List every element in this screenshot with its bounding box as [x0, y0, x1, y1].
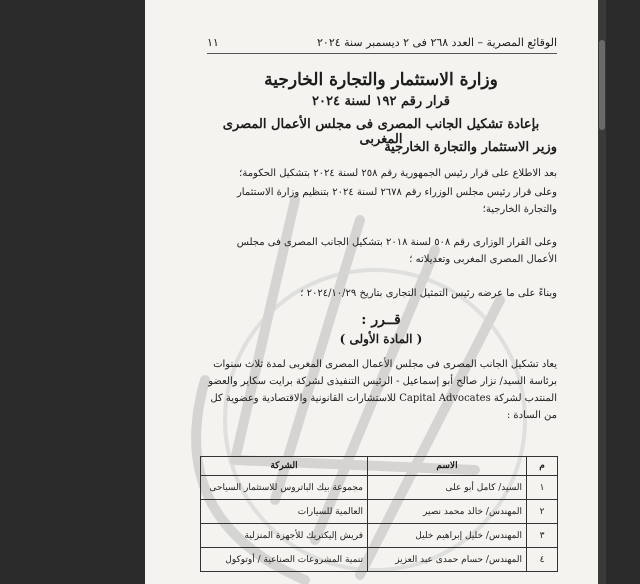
row-name: المهندس/ خالد محمد نصير — [368, 500, 527, 524]
row-index: ١ — [527, 476, 558, 500]
row-index: ٤ — [527, 548, 558, 572]
row-company: تنمية المشروعات الصناعية / أوتوكول — [201, 548, 368, 572]
row-index: ٣ — [527, 524, 558, 548]
header-name: الاسم — [368, 457, 527, 476]
members-table — [200, 456, 558, 572]
header-index: م — [527, 457, 558, 476]
row-name: المهندس/ خليل إبراهيم خليل — [368, 524, 527, 548]
viewer-background-right — [606, 0, 640, 584]
scrollbar-thumb[interactable] — [599, 40, 605, 130]
article-title: ( المادة الأولى ) — [339, 332, 423, 346]
row-index: ٢ — [527, 500, 558, 524]
decided-heading: قــرر : — [361, 312, 401, 328]
document-page — [145, 0, 606, 584]
row-company: العالمية للسيارات — [201, 500, 368, 524]
header-company: الشركة — [201, 457, 368, 476]
preamble-4: وبناءً على ما عرضه رئيس التمثيل التجارى بتاريخ ٢٠٢٤/١٠/٢٩ ؛ — [300, 288, 557, 299]
vertical-scrollbar[interactable] — [598, 0, 606, 584]
preamble-2: وعلى قرار رئيس مجلس الوزراء رقم ٢٦٧٨ لسنة ٢٠٢٤ بتنظيم وزارة الاستثمار والتجارة الخارجية؛ — [236, 187, 557, 215]
table-row — [201, 500, 558, 524]
decree-subject: بإعادة تشكيل الجانب المصرى فى مجلس الأعمال المصرى المغربى — [222, 117, 540, 147]
article-text: يعاد تشكيل الجانب المصرى فى مجلس الأعمال المصرى المغربى لمدة ثلاث سنوات برئاسة السيد/ نزار صالح أبو إسماعيل - الرئيس التنفيذى لشركة برايت سكاير والعضو المنتدب لشركة Capital Advocates للاستشارات القانونية والاقتصادية وعضوية كل من السادة : — [208, 359, 557, 421]
header-title: الوقائع المصرية – العدد ٢٦٨ فى ٢ ديسمبر سنة ٢٠٢٤ — [317, 36, 557, 49]
row-name: المهندس/ حسام حمدى عبد العزيز — [368, 548, 527, 572]
preamble-1: بعد الاطلاع على قرار رئيس الجمهورية رقم ٢٥٨ لسنة ٢٠٢٤ بتشكيل الحكومة؛ — [239, 168, 557, 179]
issuer-title: وزير الاستثمار والتجارة الخارجية — [384, 140, 557, 155]
row-company: مجموعة بيك الباتروس للاستثمار السياحى — [201, 476, 368, 500]
page-header — [207, 33, 557, 54]
table-row — [201, 548, 558, 572]
page-number: ١١ — [207, 36, 219, 49]
row-name: السيد/ كامل أبو على — [368, 476, 527, 500]
ministry-title: وزارة الاستثمار والتجارة الخارجية — [264, 70, 498, 90]
row-company: فريش إليكتريك للأجهزة المنزلية — [201, 524, 368, 548]
table-row — [201, 476, 558, 500]
viewer-background-left — [0, 0, 145, 584]
table-header-row — [201, 457, 558, 476]
table-row — [201, 524, 558, 548]
preamble-3: وعلى القرار الوزارى رقم ٥٠٨ لسنة ٢٠١٨ بتشكيل الجانب المصرى فى مجلس الأعمال المصرى المغربى وتعديلاته ؛ — [236, 237, 557, 265]
decree-number: قرار رقم ١٩٢ لسنة ٢٠٢٤ — [312, 94, 450, 109]
